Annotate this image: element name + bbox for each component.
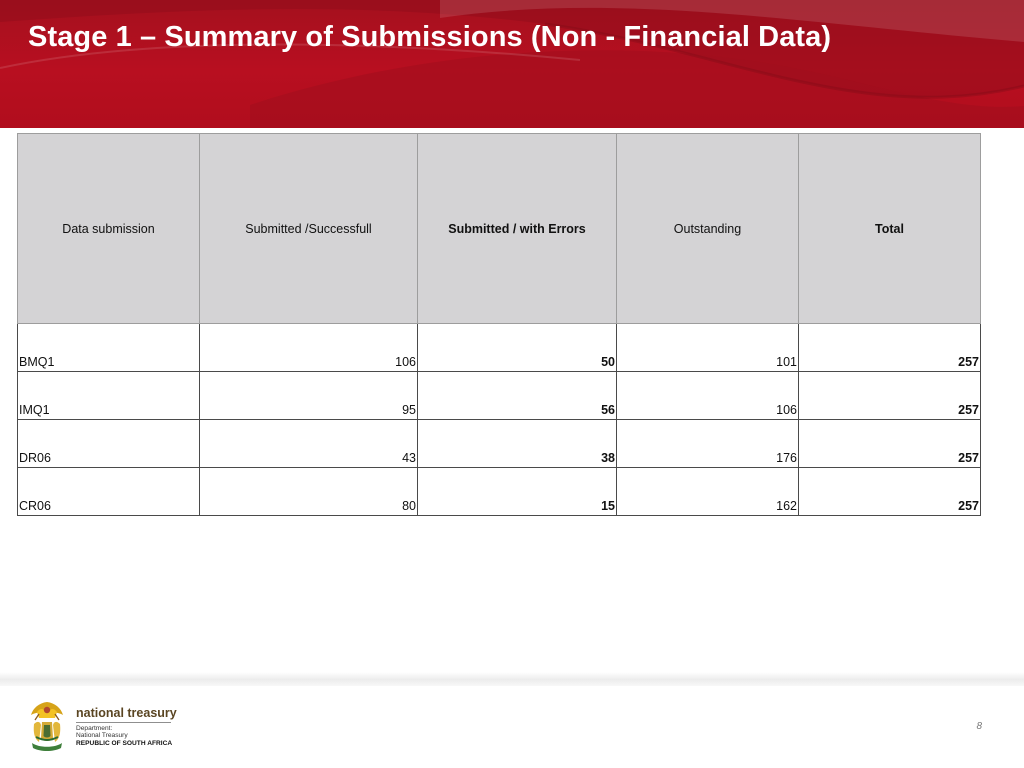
submitted-with-errors-column-header: Submitted / with Errors xyxy=(418,134,617,324)
outstanding-cell: 106 xyxy=(617,372,799,420)
national-treasury-brand-text: national treasury xyxy=(76,706,177,720)
submitted-successful-cell: 80 xyxy=(200,468,418,516)
footer-divider-shadow xyxy=(0,672,1024,686)
page-number: 8 xyxy=(976,721,982,732)
title-banner xyxy=(0,0,1024,128)
outstanding-cell: 101 xyxy=(617,324,799,372)
submitted-successful-cell: 95 xyxy=(200,372,418,420)
logo-divider xyxy=(76,722,171,723)
data-submission-cell: BMQ1 xyxy=(18,324,200,372)
table-header-row xyxy=(18,134,981,324)
submitted-successful-column-header: Submitted /Successfull xyxy=(200,134,418,324)
submitted-with-errors-cell: 56 xyxy=(418,372,617,420)
submitted-with-errors-cell: 50 xyxy=(418,324,617,372)
data-submission-column-header: Data submission xyxy=(18,134,200,324)
table-row xyxy=(18,372,981,420)
table-row xyxy=(18,324,981,372)
submitted-with-errors-cell: 38 xyxy=(418,420,617,468)
submitted-successful-cell: 43 xyxy=(200,420,418,468)
table-row xyxy=(18,420,981,468)
outstanding-cell: 162 xyxy=(617,468,799,516)
country-name: REPUBLIC OF SOUTH AFRICA xyxy=(76,739,173,747)
slide-title: Stage 1 – Summary of Submissions (Non - Financial Data) xyxy=(28,21,832,53)
south-africa-coat-of-arms-icon xyxy=(28,700,66,752)
total-cell: 257 xyxy=(799,372,981,420)
submitted-with-errors-cell: 15 xyxy=(418,468,617,516)
department-name: National Treasury xyxy=(76,732,128,740)
national-treasury-logo xyxy=(28,700,178,752)
total-cell: 257 xyxy=(799,324,981,372)
outstanding-column-header: Outstanding xyxy=(617,134,799,324)
submitted-successful-cell: 106 xyxy=(200,324,418,372)
data-submission-cell: CR06 xyxy=(18,468,200,516)
data-submission-cell: DR06 xyxy=(18,420,200,468)
table-row xyxy=(18,468,981,516)
submissions-summary-table xyxy=(17,133,981,516)
department-text-block xyxy=(76,725,172,747)
total-cell: 257 xyxy=(799,420,981,468)
submissions-summary-table-container xyxy=(17,133,980,516)
total-column-header: Total xyxy=(799,134,981,324)
outstanding-cell: 176 xyxy=(617,420,799,468)
total-cell: 257 xyxy=(799,468,981,516)
department-label: Department: xyxy=(76,725,113,732)
data-submission-cell: IMQ1 xyxy=(18,372,200,420)
